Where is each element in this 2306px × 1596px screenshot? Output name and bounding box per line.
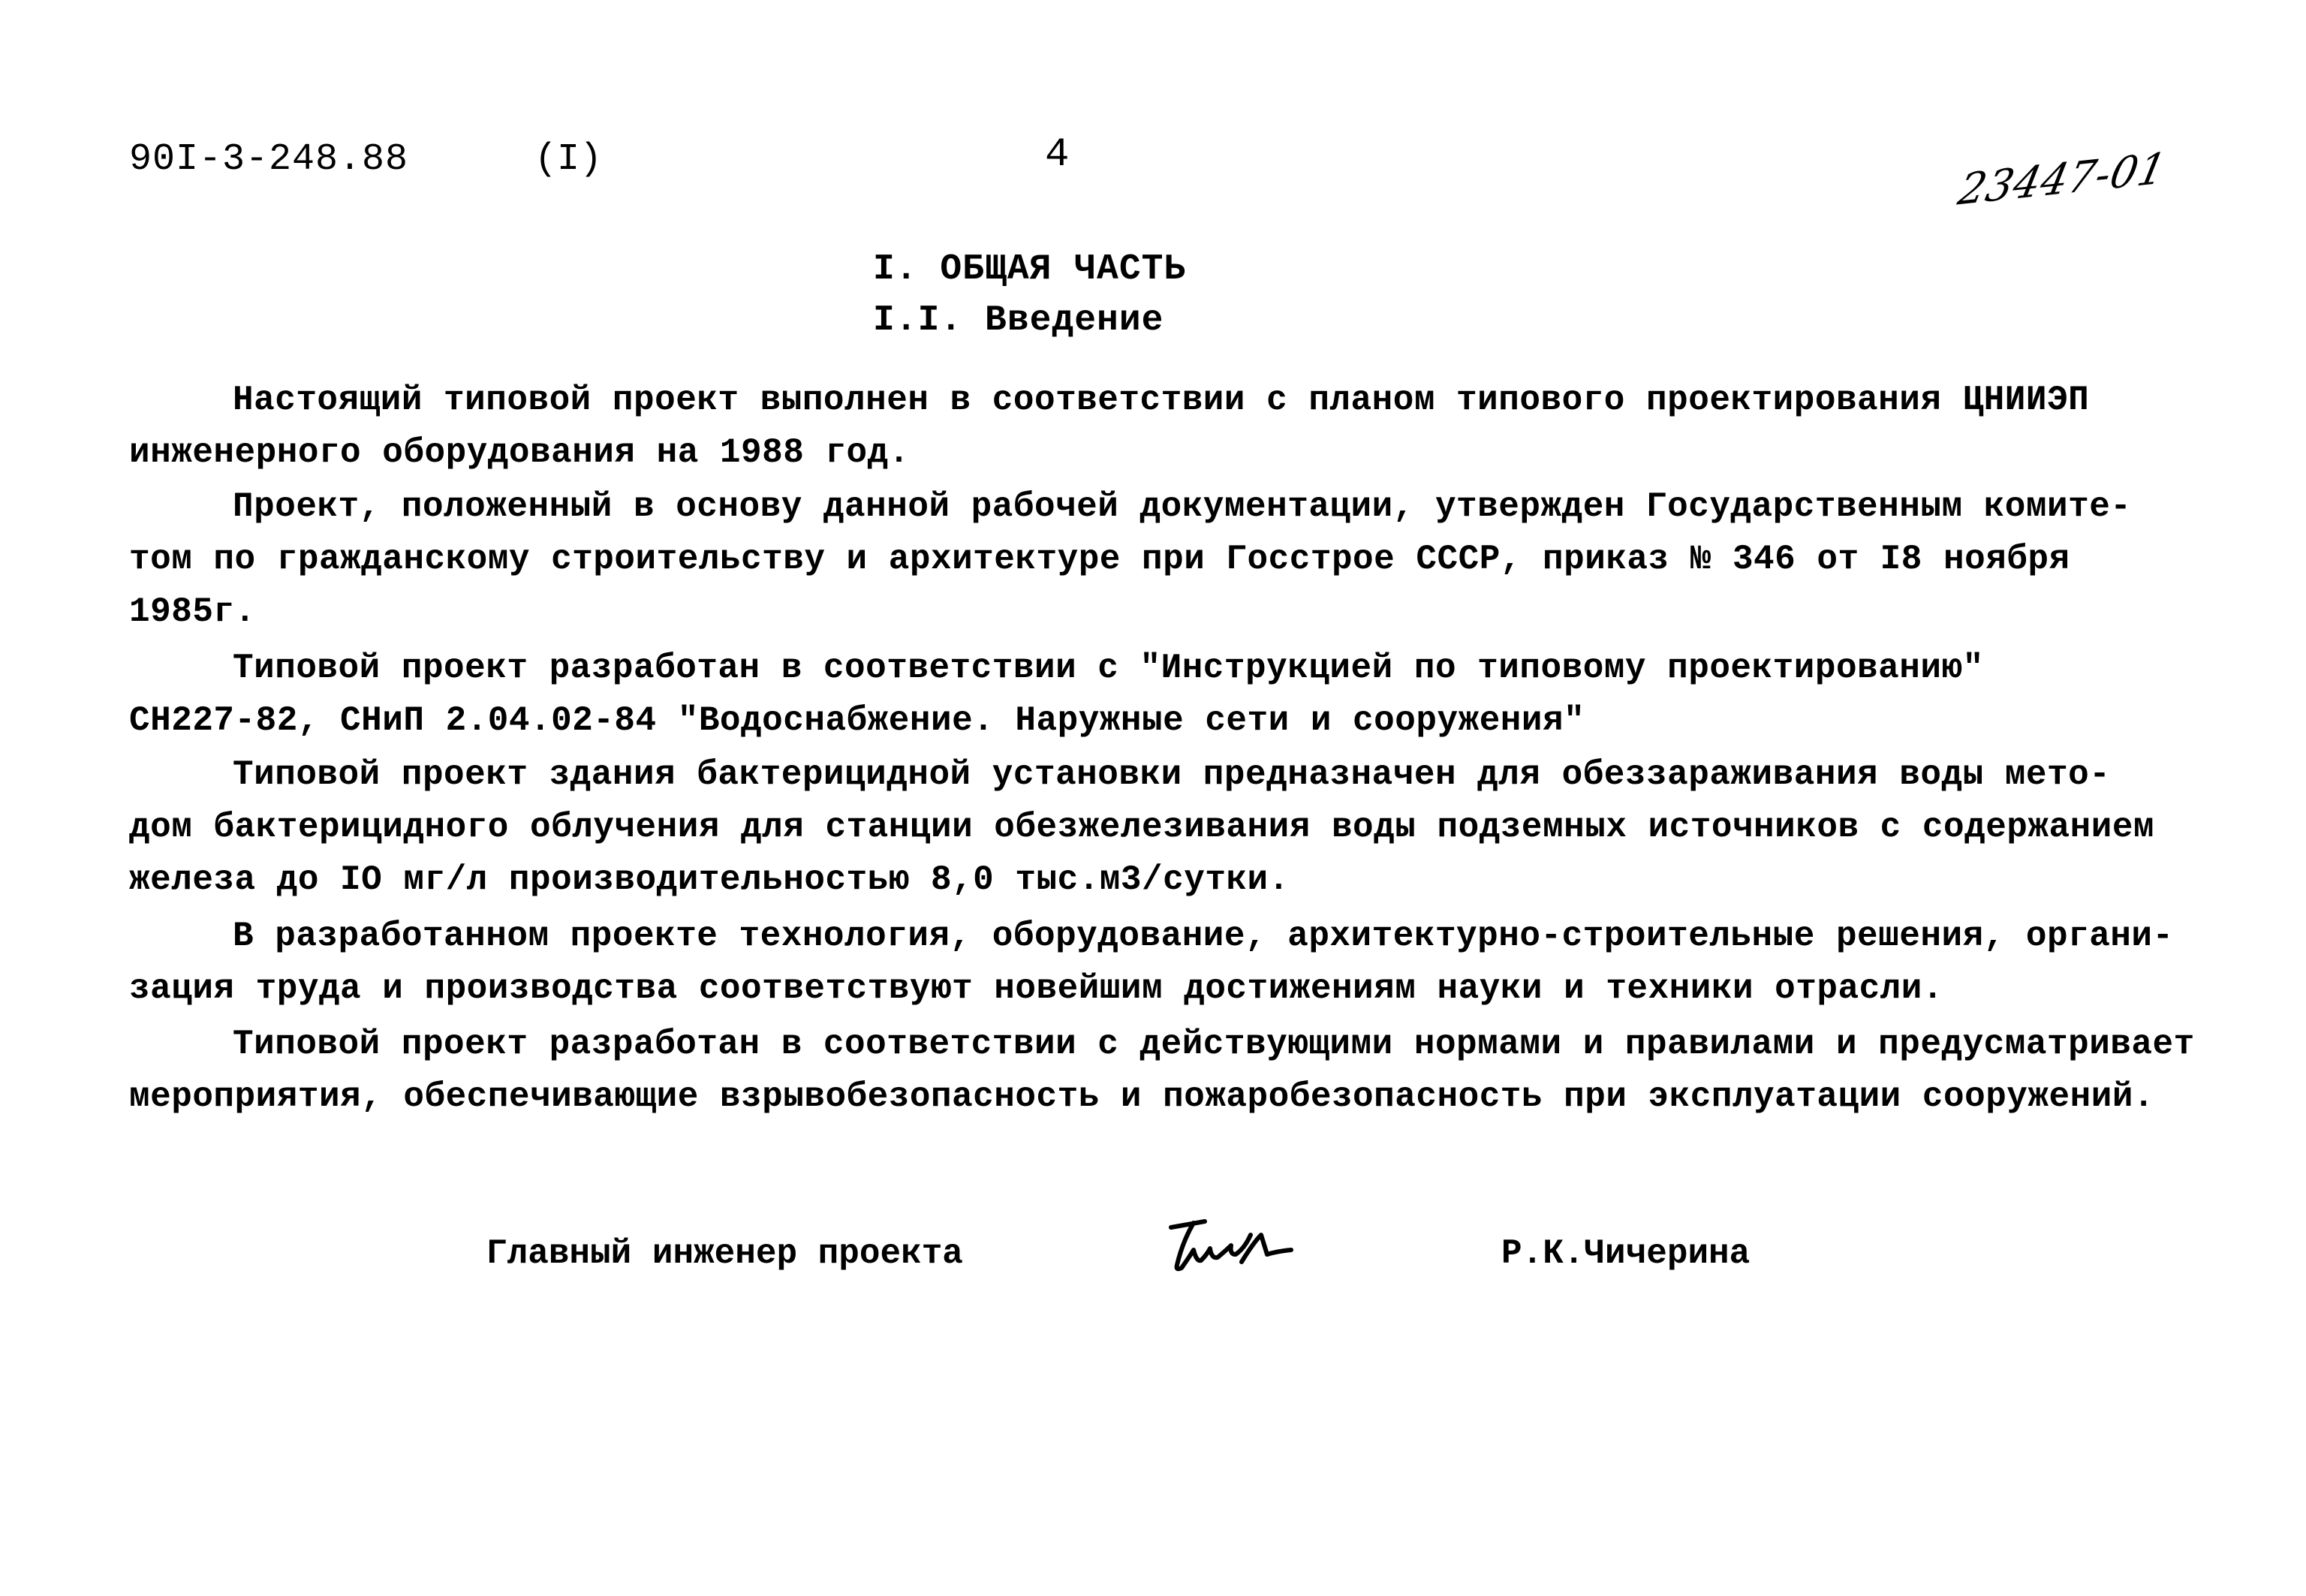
text-line: том по гражданскому строительству и архитектуре при Госстрое СССР, приказ № 346 от I8 ноября [129,540,2070,579]
text-line: Типовой проект здания бактерицидной установки предназначен для обеззараживания воды мето- [233,755,2111,794]
paragraph-6 [129,1018,2201,1123]
handwritten-inventory-number: 23447-01 [1954,143,2172,215]
paragraph-3 [129,642,2201,747]
paragraph-2 [129,480,2201,638]
text-line: Типовой проект разработан в соответствии с действующими нормами и правилами и предусматривает [233,1025,2195,1064]
signatory-name: Р.К.Чичерина [1501,1234,1751,1273]
handwritten-signature-icon [1164,1212,1329,1287]
text-line: дом бактерицидного облучения для станции обезжелезивания воды подземных источников с содержанием [129,808,2155,847]
text-line: железа до IO мг/л производительностью 8,0 тыс.м3/сутки. [129,860,1290,899]
page-number: 4 [1045,132,1070,178]
section-heading: I. ОБЩАЯ ЧАСТЬ [873,249,1187,290]
document-code: 90I-3-248.88 [129,138,409,181]
text-line: Типовой проект разработан в соответствии с "Инструкцией по типовому проектированию" [233,649,1984,688]
signature-block [0,1212,2306,1302]
text-line: СН227-82, СНиП 2.04.02-84 "Водоснабжение. Наружные сети и сооружения" [129,701,1585,740]
text-line: зация труда и производства соответствуют новейшим достижениям науки и техники отрасли. [129,969,1943,1008]
paragraph-1 [129,374,2201,479]
text-line: 1985г. [129,592,256,631]
text-line: Настоящий типовой проект выполнен в соответствии с планом типового проектирования ЦНИИЭП [233,381,2090,420]
signature-title: Главный инженер проекта [486,1234,963,1273]
paragraph-5 [129,910,2201,1015]
paragraph-4 [129,748,2201,906]
text-line: инженерного оборудования на 1988 год. [129,433,910,472]
subsection-heading: I.I. Введение [873,300,1164,341]
text-line: В разработанном проекте технология, оборудование, архитектурно-строительные решения, органи- [233,917,2174,956]
text-line: Проект, положенный в основу данной рабочей документации, утвержден Государственным комите- [233,487,2132,526]
volume-number: (I) [534,138,603,181]
text-line: мероприятия, обеспечивающие взрывобезопасность и пожаробезопасность при эксплуатации сооружений. [129,1077,2155,1116]
